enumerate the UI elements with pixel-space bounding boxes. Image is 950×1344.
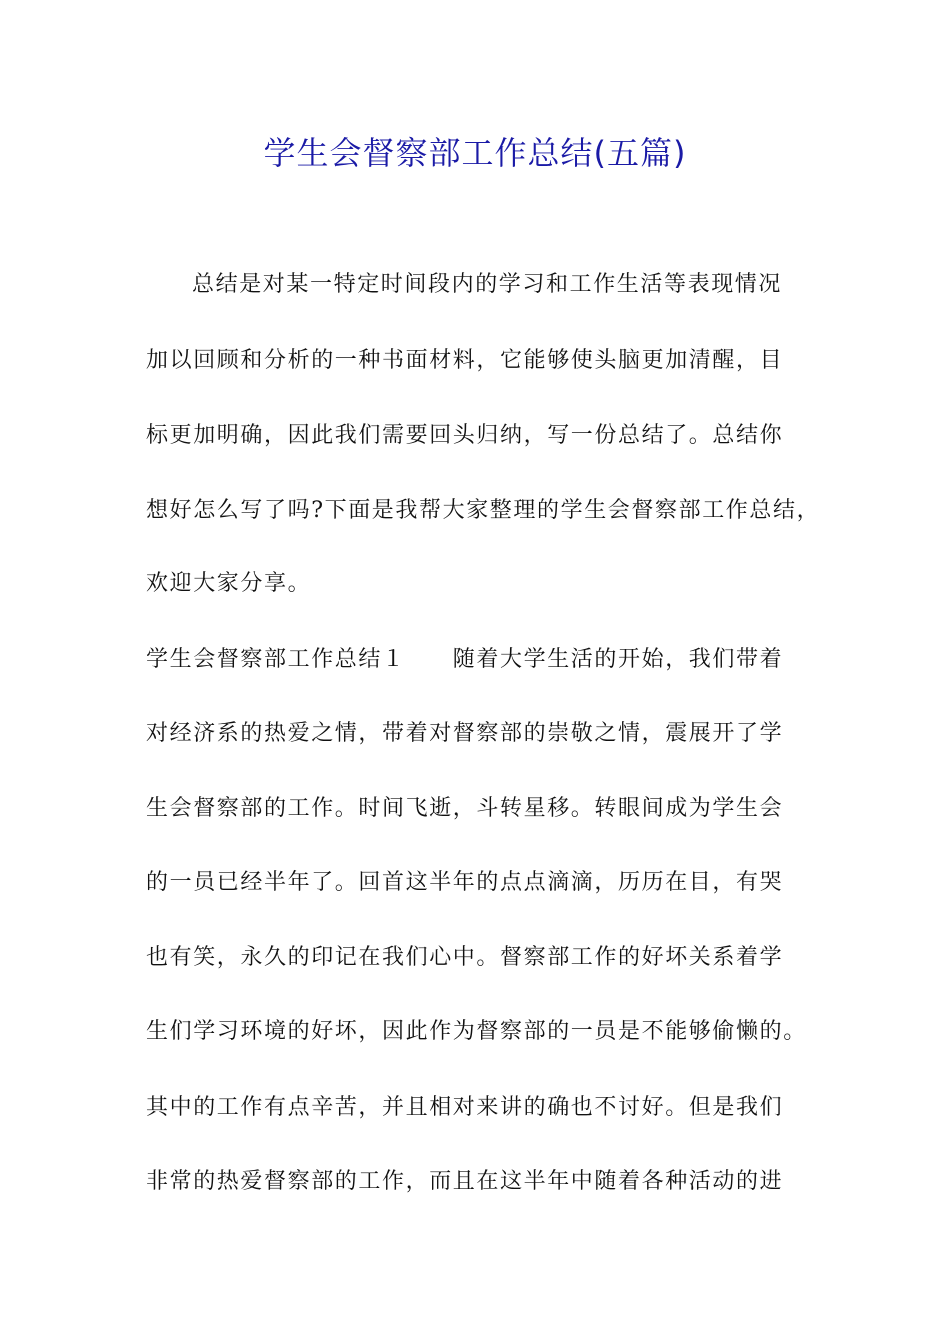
- paragraph-line: 加以回顾和分析的一种书面材料，它能够使头脑更加清醒，目: [146, 348, 784, 373]
- paragraph-line: 欢迎大家分享。: [146, 571, 312, 596]
- paragraph-line: 对经济系的热爱之情，带着对督察部的崇敬之情，震展开了学: [146, 721, 784, 746]
- paragraph-line: 的一员已经半年了。回首这半年的点点滴滴，历历在目，有哭: [146, 870, 784, 895]
- paragraph-line: 其中的工作有点辛苦，并且相对来讲的确也不讨好。但是我们: [146, 1095, 784, 1120]
- document-title: 学生会督察部工作总结(五篇): [263, 134, 687, 172]
- paragraph-line: 总结是对某一特定时间段内的学习和工作生活等表现情况: [192, 272, 783, 297]
- paragraph-line: 也有笑，永久的印记在我们心中。督察部工作的好坏关系着学: [146, 945, 784, 970]
- paragraph-line: 生会督察部的工作。时间飞逝，斗转星移。转眼间成为学生会: [146, 796, 784, 821]
- paragraph-line: 生们学习环境的好坏，因此作为督察部的一员是不能够偷懒的。: [146, 1019, 807, 1044]
- paragraph-line: 非常的热爱督察部的工作，而且在这半年中随着各种活动的进: [146, 1169, 784, 1194]
- paragraph-line: 标更加明确，因此我们需要回头归纳，写一份总结了。总结你: [146, 423, 784, 448]
- paragraph-line: 学生会督察部工作总结１ 随着大学生活的开始，我们带着: [146, 647, 784, 672]
- paragraph-line: 想好怎么写了吗?下面是我帮大家整理的学生会督察部工作总结，: [146, 498, 821, 523]
